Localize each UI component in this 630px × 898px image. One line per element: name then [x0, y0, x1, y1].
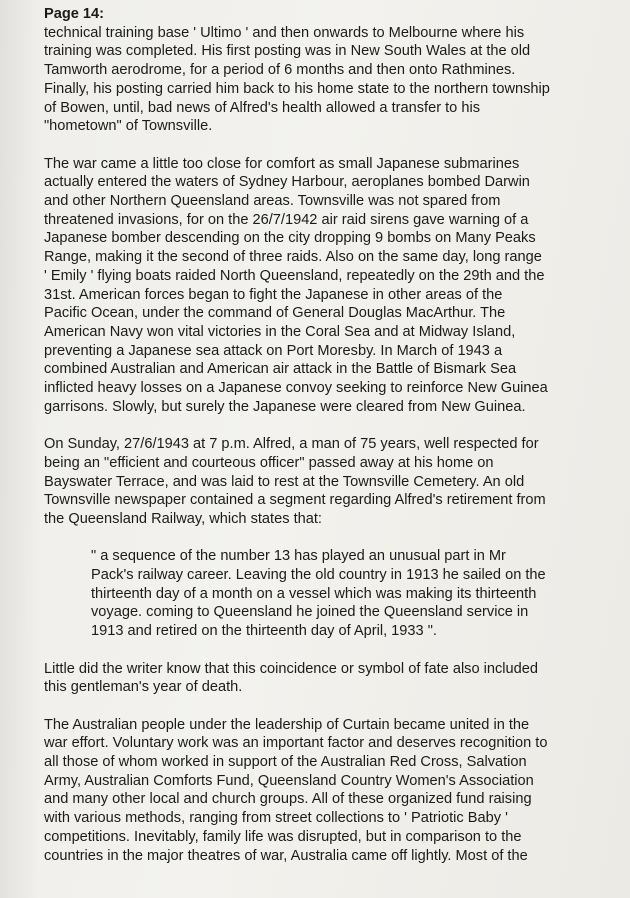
- text-line: garrisons. Slowly, but surely the Japanese were cleared from New Guinea.: [44, 398, 526, 415]
- quote-line: thirteenth day of a month on a vessel which was making its thirteenth: [91, 585, 537, 602]
- body-text-before-quote: [44, 24, 614, 529]
- paragraph: [44, 435, 614, 529]
- text-line: of Bowen, until, bad news of Alfred's health allowed a transfer to his: [44, 99, 480, 116]
- text-line: threatened invasions, for on the 26/7/1942 air raid sirens gave warning of a: [44, 211, 529, 228]
- newspaper-quote: [44, 547, 614, 641]
- text-line: The war came a little too close for comfort as small Japanese submarines: [44, 155, 520, 172]
- text-line: war effort. Voluntary work was an important factor and deserves recognition to: [44, 735, 548, 752]
- page-edge-shadow: [0, 0, 40, 898]
- quote-line: voyage. coming to Queensland he joined the Queensland service in: [91, 604, 529, 621]
- text-line: 31st. American forces began to fight the Japanese in other areas of the: [44, 286, 503, 303]
- text-line: "hometown" of Townsville.: [44, 118, 213, 135]
- text-line: this gentleman's year of death.: [44, 679, 243, 696]
- text-line: technical training base ' Ultimo ' and then onwards to Melbourne where his: [44, 24, 525, 41]
- text-line: and other Northern Queensland areas. Townsville was not spared from: [44, 193, 501, 210]
- text-line: Finally, his posting carried him back to his home state to the northern township: [44, 80, 550, 97]
- text-line: and many other local and church groups. All of these organized fund raising: [44, 791, 532, 808]
- text-line: combined Australian and American air attack in the Battle of Bismark Sea: [44, 361, 517, 378]
- text-line: The Australian people under the leadership of Curtain became united in the: [44, 716, 530, 733]
- quote-line: Pack's railway career. Leaving the old country in 1913 he sailed on the: [91, 567, 546, 584]
- text-line: the Queensland Railway, which states that:: [44, 510, 322, 527]
- text-line: actually entered the waters of Sydney Harbour, aeroplanes bombed Darwin: [44, 174, 530, 191]
- paragraph: [44, 24, 614, 136]
- text-line: preventing a Japanese sea attack on Port Moresby. In March of 1943 a: [44, 342, 503, 359]
- text-line: Army, Australian Comforts Fund, Queensland Country Women's Association: [44, 772, 534, 789]
- text-line: inflicted heavy losses on a Japanese convoy seeking to reinforce New Guinea: [44, 380, 548, 397]
- text-line: countries in the major theatres of war, Australia came off lightly. Most of the: [44, 847, 528, 864]
- text-line: Bayswater Terrace, and was laid to rest at the Townsville Cemetery. An old: [44, 473, 525, 490]
- text-line: Tamworth aerodrome, for a period of 6 months and then onto Rathmines.: [44, 62, 516, 79]
- paragraph: [44, 660, 614, 697]
- quote-line: " a sequence of the number 13 has played an unusual part in Mr: [91, 548, 506, 565]
- text-line: being an "efficient and courteous officer" passed away at his home on: [44, 454, 494, 471]
- text-line: Little did the writer know that this coincidence or symbol of fate also included: [44, 660, 539, 677]
- text-line: training was completed. His first posting was in New South Wales at the old: [44, 43, 531, 60]
- text-line: ' Emily ' flying boats raided North Queensland, repeatedly on the 29th and the: [44, 267, 545, 284]
- text-line: Pacific Ocean, under the command of General Douglas MacArthur. The: [44, 305, 506, 322]
- body-text-after-quote: [44, 660, 614, 866]
- text-line: American Navy won vital victories in the Coral Sea and at Midway Island,: [44, 323, 516, 340]
- page-number: Page 14:: [44, 6, 105, 22]
- text-line: On Sunday, 27/6/1943 at 7 p.m. Alfred, a man of 75 years, well respected for: [44, 436, 539, 453]
- text-line: Range, making it the second of three raids. Also on the same day, long range: [44, 249, 542, 266]
- text-line: Townsville newspaper contained a segment regarding Alfred's retirement from: [44, 492, 546, 509]
- paragraph: [44, 716, 614, 866]
- quote-line: 1913 and retired on the thirteenth day of April, 1933 ".: [91, 623, 437, 640]
- text-line: with various methods, ranging from street collections to ' Patriotic Baby ': [44, 810, 508, 827]
- text-line: all those of whom worked in support of the Australian Red Cross, Salvation: [44, 754, 527, 771]
- text-line: Japanese bomber descending on the city dropping 9 bombs on Many Peaks: [44, 230, 536, 247]
- text-line: competitions. Inevitably, family life was disrupted, but in comparison to the: [44, 828, 522, 845]
- paragraph: [44, 155, 614, 417]
